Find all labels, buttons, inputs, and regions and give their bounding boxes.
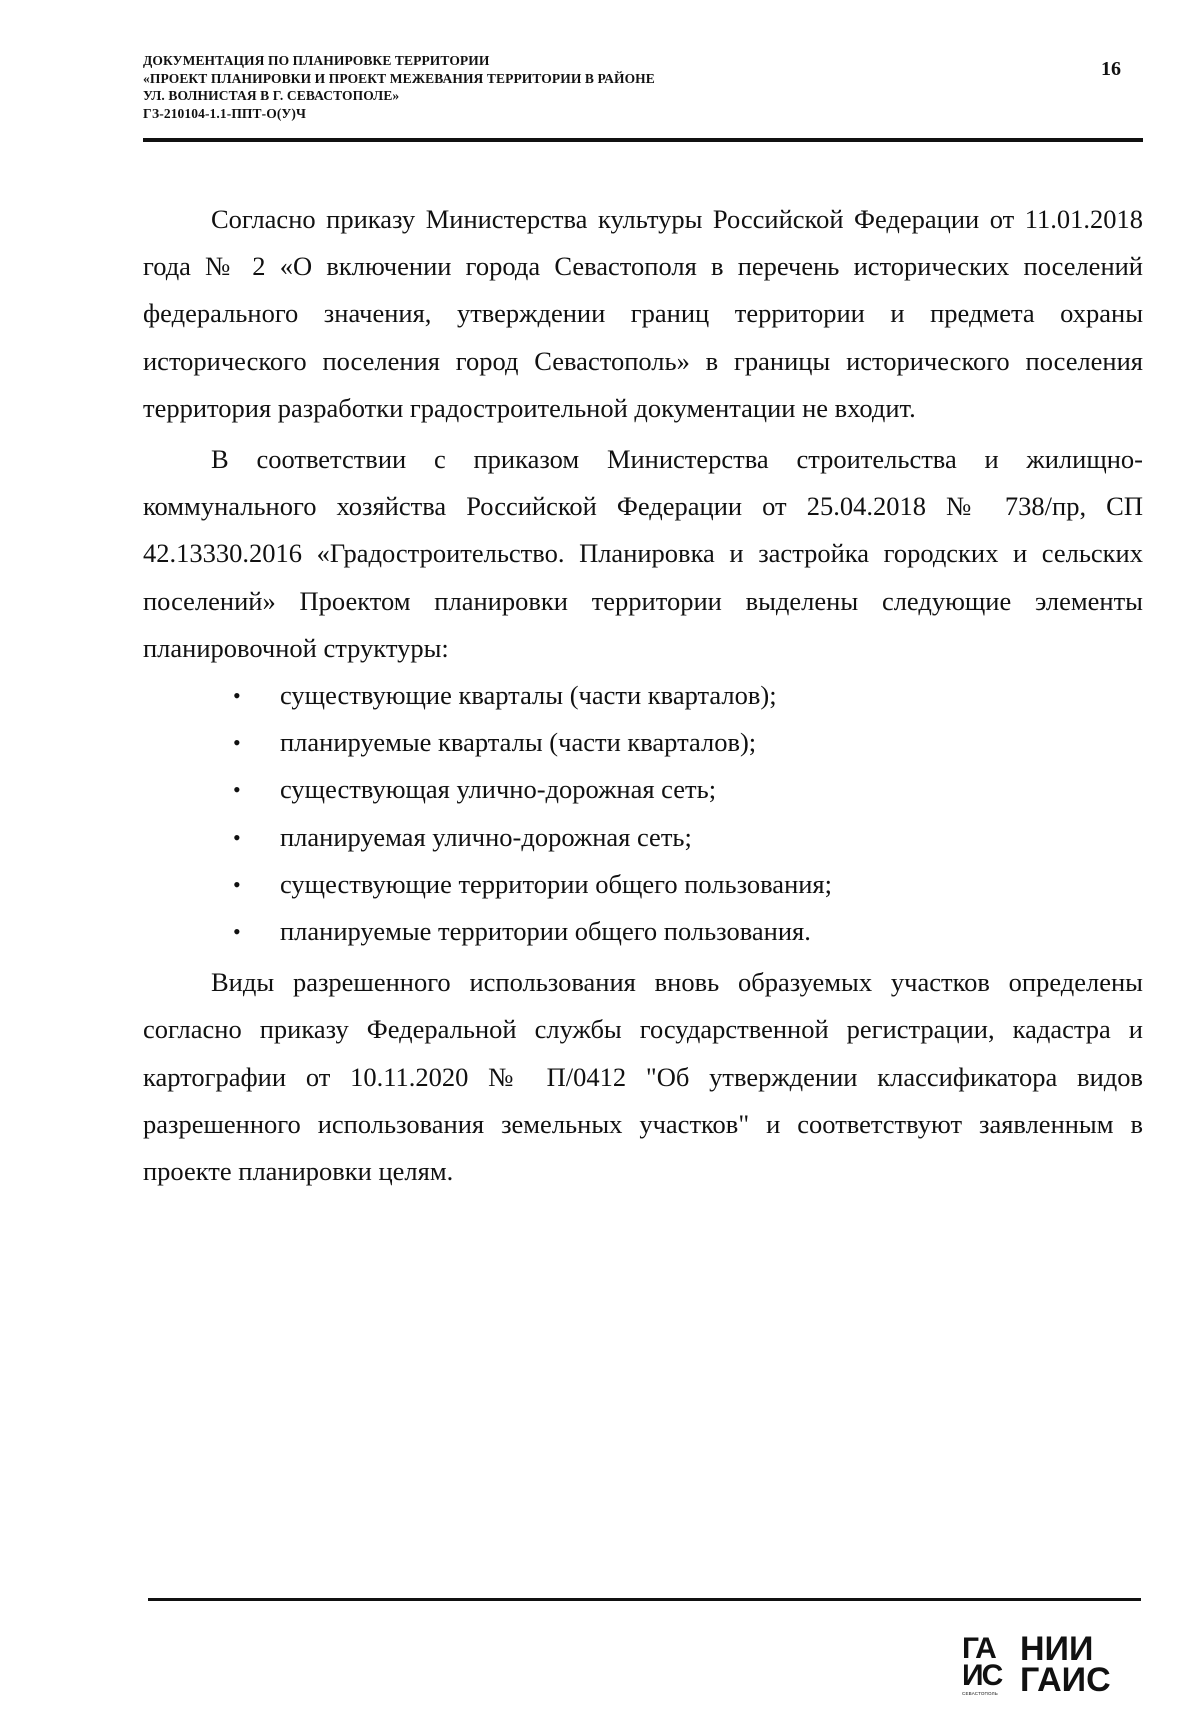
logo-mark-top: ГА [962,1632,995,1665]
bullet-icon: • [233,824,241,850]
footer-divider [148,1598,1141,1601]
bullet-icon: • [233,730,241,756]
document-header [143,52,903,122]
list-item [143,719,1143,766]
logo-name-bottom: ГАИС [1020,1661,1111,1699]
logo-city: СЕВАСТОПОЛЬ [962,1691,998,1696]
planning-elements-list [143,672,1143,955]
header-line-4: ГЗ-210104-1.1-ППТ-О(У)Ч [143,105,307,121]
logo-mark-bottom: ИС [962,1659,1002,1692]
bullet-icon: • [233,871,241,897]
nii-gais-logo [962,1630,1146,1699]
document-body [143,196,1143,1195]
list-item-text: существующие территории общего пользования; [280,868,832,899]
header-line-3: УЛ. ВОЛНИСТАЯ В Г. СЕВАСТОПОЛЕ» [143,88,400,103]
list-item-text: существующая улично-дорожная сеть; [280,774,717,805]
header-line-2: «ПРОЕКТ ПЛАНИРОВКИ И ПРОЕКТ МЕЖЕВАНИЯ ТЕРРИТОРИИ В РАЙОНЕ [143,70,655,86]
logo-name-top: НИИ [1020,1630,1094,1668]
list-item-text: планируемая улично-дорожная сеть; [280,821,692,852]
list-item [143,766,1143,813]
page-number: 16 [1101,58,1121,80]
list-item-text: существующие кварталы (части кварталов); [280,680,777,711]
list-item [143,861,1143,908]
paragraph-3: Виды разрешенного использования вновь образуемых участков определены согласно приказу Федеральной службы государственной регистрации, кадастра и картографии от 10.11.2020 № П/0412 "Об утверждении классификатора видов разрешенного использования земельных участков" и соответствуют заявленным в проекте планировки целям. [143,967,1143,1187]
paragraph-1: Согласно приказу Министерства культуры Российской Федерации от 11.01.2018 года № 2 «О включении города Севастополя в перечень исторических поселений федерального значения, утверждении границ территории и предмета охраны исторического поселения город Севастополь» в границы исторического поселения территория разработки градостроительной документации не входит. [143,204,1143,423]
list-item [143,672,1143,719]
list-item [143,908,1143,955]
bullet-icon: • [233,777,241,803]
paragraph-2: В соответствии с приказом Министерства строительства и жилищно-коммунального хозяйства Российской Федерации от 25.04.2018 № 738/пр, СП 42.13330.2016 «Градостроительство. Планировка и застройка городских и сельских поселений» Проектом планировки территории выделены следующие элементы планировочной структуры: [143,444,1143,663]
list-item-text: планируемые территории общего пользования. [280,916,811,947]
header-divider [143,138,1143,142]
list-item-text: планируемые кварталы (части кварталов); [280,727,757,758]
header-line-1: ДОКУМЕНТАЦИЯ ПО ПЛАНИРОВКЕ ТЕРРИТОРИИ [143,53,490,68]
list-item [143,814,1143,861]
bullet-icon: • [233,919,241,945]
bullet-icon: • [233,683,241,709]
